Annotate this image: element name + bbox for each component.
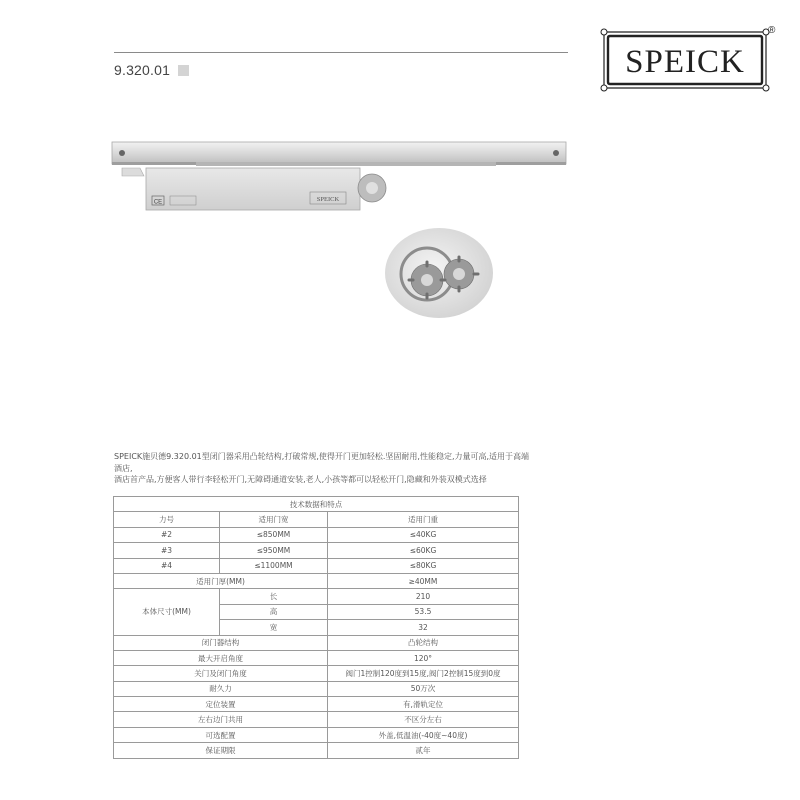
cell-dim: 宽 — [220, 620, 328, 635]
cell-label: 最大开启角度 — [114, 650, 328, 665]
header-divider — [114, 52, 568, 53]
table-row — [114, 650, 519, 665]
cell-label: 可选配置 — [114, 727, 328, 742]
cell-value: ≥40MM — [328, 573, 519, 588]
table-row — [114, 527, 519, 542]
cell-label: 闭门器结构 — [114, 635, 328, 650]
cell-label: 适用门厚(MM) — [114, 573, 328, 588]
col-header-force: 力号 — [114, 512, 220, 527]
cell-label: 保证期限 — [114, 743, 328, 758]
col-header-width: 适用门宽 — [220, 512, 328, 527]
cell-label: 定位装置 — [114, 697, 328, 712]
table-row — [114, 697, 519, 712]
body-size-label: 本体尺寸(MM) — [114, 589, 220, 635]
cell-force: #2 — [114, 527, 220, 542]
table-row — [114, 573, 519, 588]
cell-force: #4 — [114, 558, 220, 573]
table-row — [114, 635, 519, 650]
logo-text: SPEICK — [625, 44, 745, 80]
cell-weight: ≤60KG — [328, 543, 519, 558]
cell-value: 210 — [328, 589, 519, 604]
model-code: 9.320.01 — [114, 62, 171, 78]
table-row — [114, 558, 519, 573]
cell-dim: 高 — [220, 604, 328, 619]
cell-width: ≤1100MM — [220, 558, 328, 573]
cell-label: 关门及闭门角度 — [114, 666, 328, 681]
cell-value: 不区分左右 — [328, 712, 519, 727]
product-brand-label: SPEICK — [316, 196, 340, 203]
cell-label: 耐久力 — [114, 681, 328, 696]
table-row — [114, 666, 519, 681]
ce-mark: CE — [153, 199, 163, 206]
cell-value: 贰年 — [328, 743, 519, 758]
table-row — [114, 543, 519, 558]
cell-value: 32 — [328, 620, 519, 635]
cell-force: #3 — [114, 543, 220, 558]
cell-value: 120° — [328, 650, 519, 665]
table-row — [114, 589, 519, 604]
cam-gear-icon — [358, 174, 386, 202]
cell-weight: ≤80KG — [328, 558, 519, 573]
col-header-weight: 适用门重 — [328, 512, 519, 527]
cell-value: 53.5 — [328, 604, 519, 619]
cell-value: 50万次 — [328, 681, 519, 696]
table-title: 技术数据和特点 — [114, 497, 519, 512]
cell-value: 外盖,低温油(-40度~40度) — [328, 727, 519, 742]
table-row — [114, 727, 519, 742]
model-square-marker — [178, 65, 189, 76]
door-closer-image — [100, 118, 580, 228]
cell-width: ≤850MM — [220, 527, 328, 542]
description-line-2: 酒店首产品,方便客人带行李轻松开门,无障碍通道安装,老人,小孩等都可以轻松开门,隐藏和外装双模式选择 — [114, 475, 487, 484]
spec-table — [113, 496, 519, 759]
table-row — [114, 743, 519, 758]
cell-dim: 长 — [220, 589, 328, 604]
cell-weight: ≤40KG — [328, 527, 519, 542]
model-header — [114, 62, 189, 78]
registered-mark: ® — [768, 25, 776, 36]
product-description — [114, 451, 534, 486]
speick-logo — [596, 24, 774, 96]
cell-label: 左右边门共用 — [114, 712, 328, 727]
cell-value: 凸轮结构 — [328, 635, 519, 650]
table-row — [114, 681, 519, 696]
cell-width: ≤950MM — [220, 543, 328, 558]
table-row — [114, 712, 519, 727]
gear-detail-image — [383, 226, 495, 320]
cell-value: 阀门1控制120度到15度,阀门2控制15度到0度 — [328, 666, 519, 681]
description-line-1: SPEICK施贝德9.320.01型闭门器采用凸轮结构,打破常规,使得开门更加轻松.坚固耐用,性能稳定,力量可高,适用于高端酒店, — [114, 452, 530, 473]
table-header-row — [114, 512, 519, 527]
cell-value: 有,滑轨定位 — [328, 697, 519, 712]
